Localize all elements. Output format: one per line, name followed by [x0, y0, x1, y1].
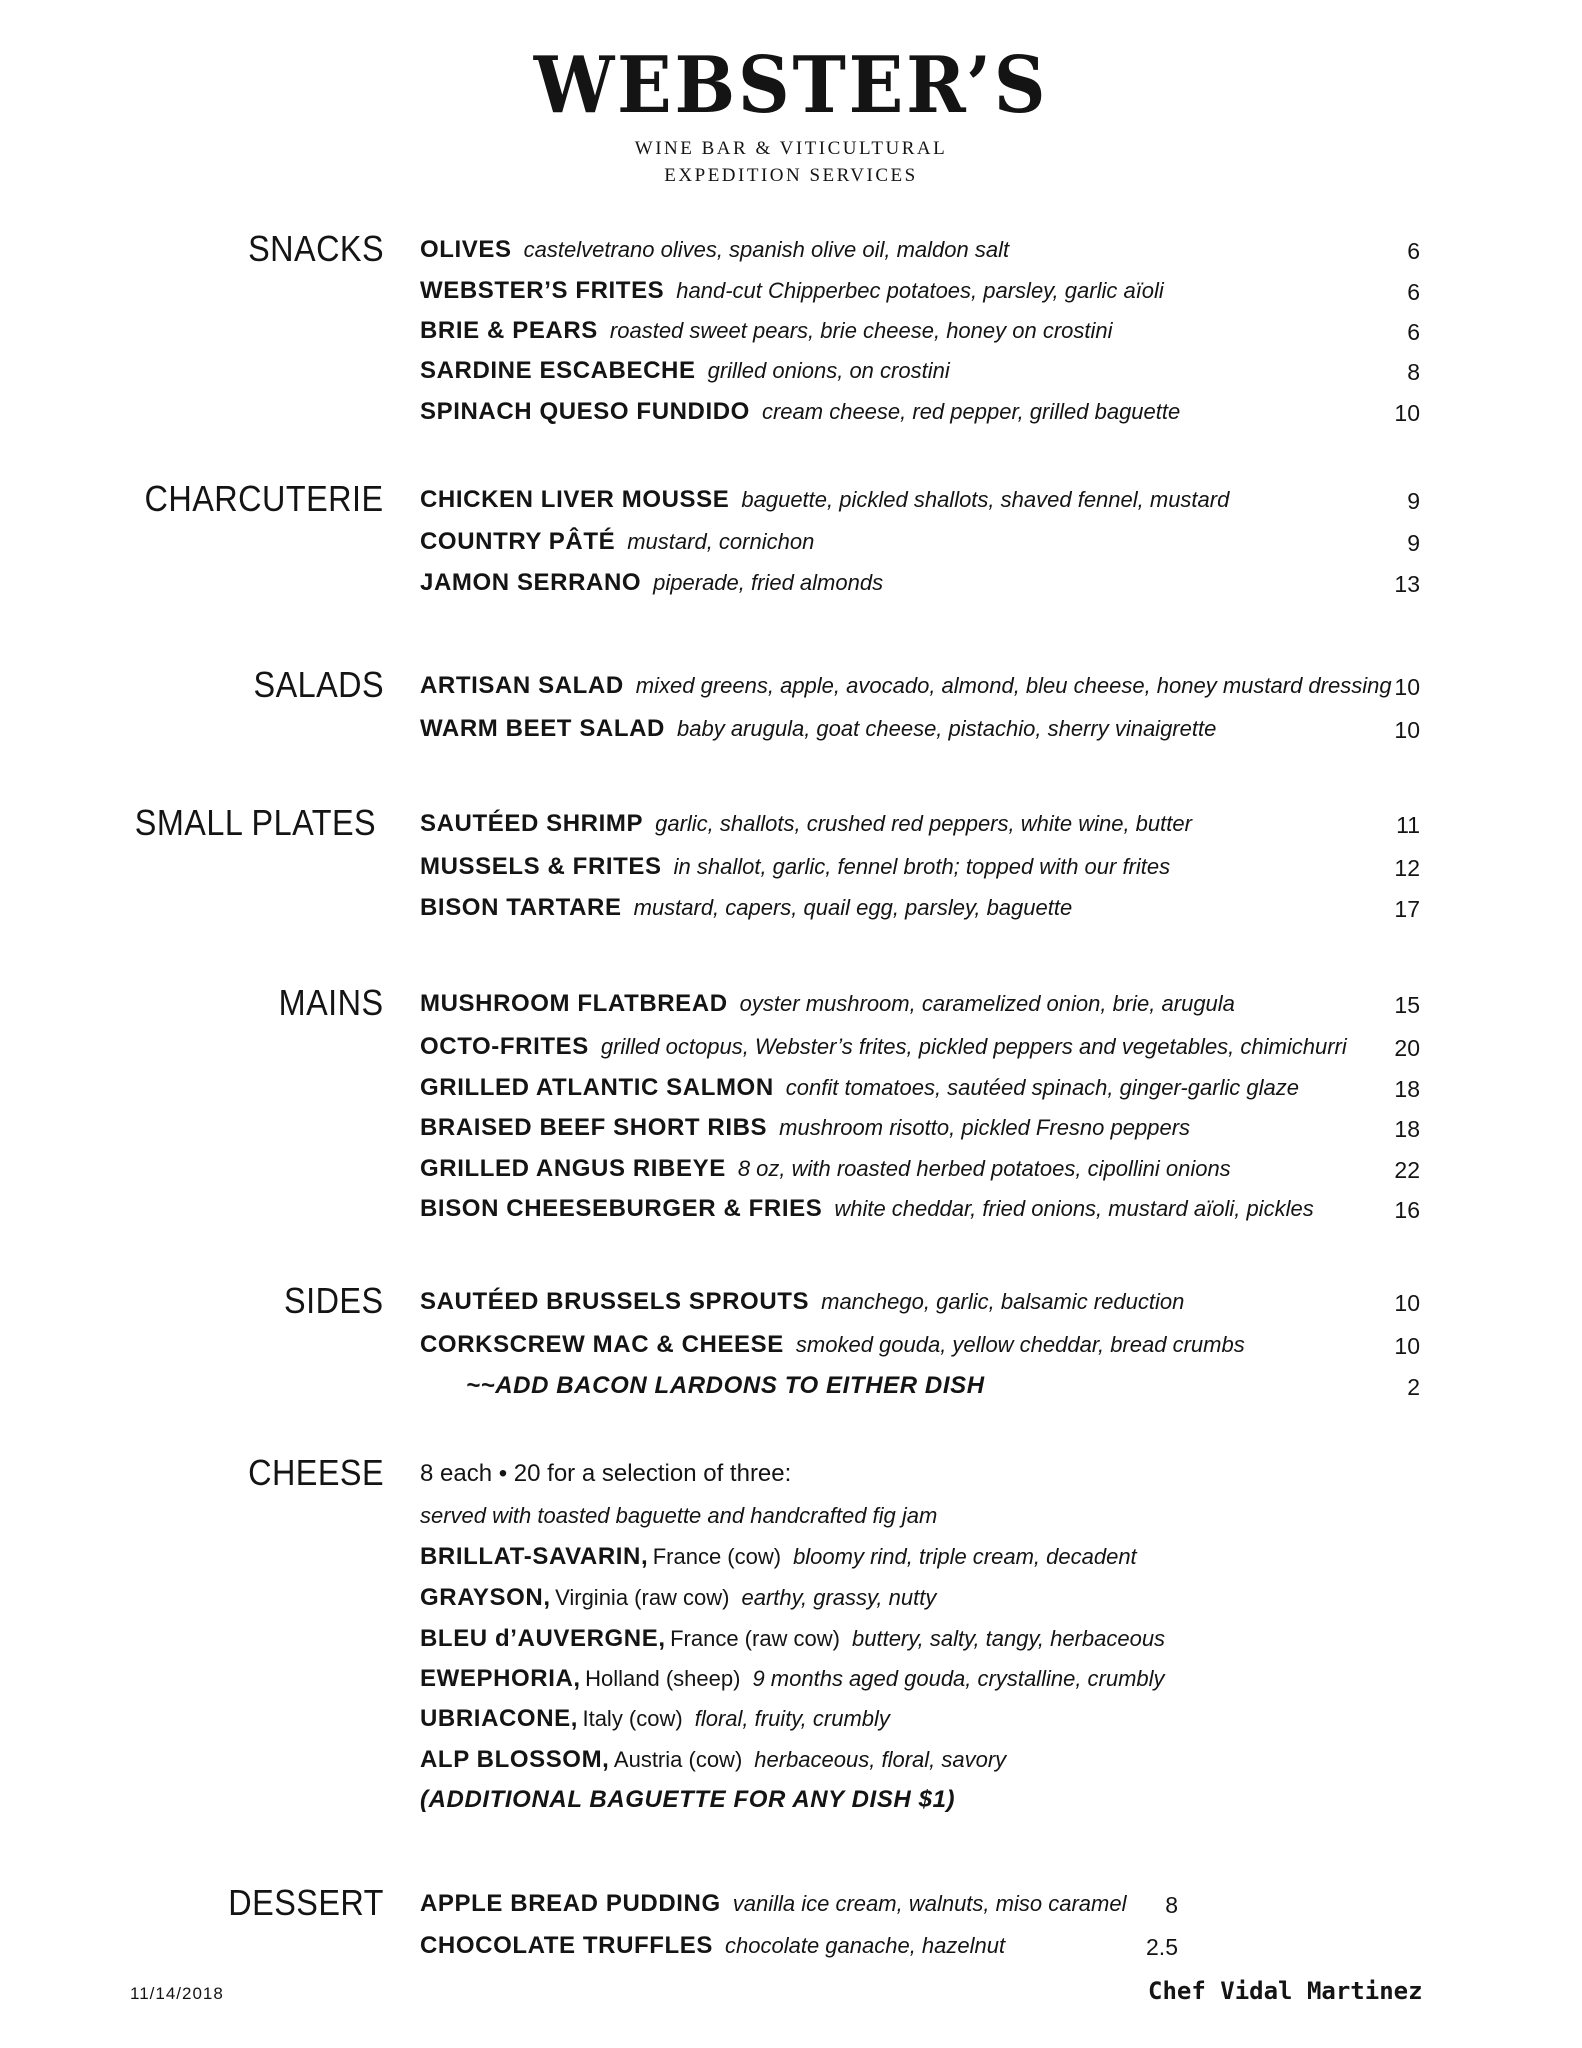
item-desc: mustard, capers, quail egg, parsley, baguette	[633, 895, 1073, 920]
item-name: BRAISED BEEF SHORT RIBS	[420, 1114, 768, 1141]
item-desc: in shallot, garlic, fennel broth; topped with our frites	[673, 854, 1171, 879]
item-price: 12	[1394, 855, 1420, 881]
cheese-name: EWEPHORIA,	[420, 1665, 581, 1692]
item-desc: grilled octopus, Webster’s frites, pickled peppers and vegetables, chimichurri	[600, 1034, 1347, 1059]
item-name: WARM BEET SALAD	[420, 715, 665, 742]
section-title-salads: SALADS	[253, 664, 384, 705]
menu-item	[420, 317, 1420, 347]
item-name: MUSHROOM FLATBREAD	[420, 990, 728, 1017]
cheese-served-with-text: served with toasted baguette and handcrafted fig jam	[420, 1503, 938, 1528]
item-price: 9	[1407, 488, 1420, 514]
cheese-item	[420, 1625, 1420, 1655]
item-desc: baguette, pickled shallots, shaved fennel, mustard	[741, 487, 1230, 512]
cheese-served-with	[420, 1503, 1420, 1533]
item-name: BISON TARTARE	[420, 894, 622, 921]
menu-item	[420, 853, 1420, 883]
cheese-desc: bloomy rind, triple cream, decadent	[793, 1544, 1137, 1569]
menu-item	[420, 810, 1420, 840]
brand-subtitle-line2: EXPEDITION SERVICES	[664, 165, 918, 186]
menu-item	[420, 277, 1420, 307]
section-title-charcuterie: CHARCUTERIE	[145, 478, 384, 519]
item-price: 22	[1394, 1157, 1420, 1183]
menu-item	[420, 1074, 1420, 1104]
item-price: 18	[1394, 1076, 1420, 1102]
cheese-item	[420, 1746, 1420, 1776]
cheese-note-text: (ADDITIONAL BAGUETTE FOR ANY DISH $1)	[420, 1786, 956, 1813]
item-name: SAUTÉED SHRIMP	[420, 810, 644, 837]
cheese-note	[420, 1786, 1420, 1816]
section-title-cheese: CHEESE	[248, 1452, 384, 1493]
menu-item	[420, 236, 1420, 266]
item-name: COUNTRY PÂTÉ	[420, 528, 616, 555]
cheese-desc: floral, fruity, crumbly	[694, 1706, 890, 1731]
cheese-name: UBRIACONE,	[420, 1705, 579, 1732]
item-price: 8	[1407, 359, 1420, 385]
menu-item	[420, 1195, 1420, 1225]
item-price: 10	[1394, 1333, 1420, 1359]
item-name: CORKSCREW MAC & CHEESE	[420, 1331, 784, 1358]
item-desc: baby arugula, goat cheese, pistachio, sherry vinaigrette	[677, 716, 1217, 741]
menu-item	[420, 528, 1420, 558]
item-desc: manchego, garlic, balsamic reduction	[821, 1289, 1185, 1314]
cheese-desc: 9 months aged gouda, crystalline, crumbly	[752, 1666, 1165, 1691]
item-name: WEBSTER’S FRITES	[420, 277, 665, 304]
cheese-name: BRILLAT-SAVARIN,	[420, 1543, 649, 1570]
item-price: 13	[1394, 571, 1420, 597]
cheese-name: GRAYSON,	[420, 1584, 551, 1611]
item-name: SARDINE ESCABECHE	[420, 357, 696, 384]
item-desc: cream cheese, red pepper, grilled baguette	[761, 399, 1181, 424]
menu-item	[420, 1155, 1420, 1185]
item-desc: vanilla ice cream, walnuts, miso caramel	[732, 1891, 1127, 1916]
cheese-origin: Holland (sheep)	[585, 1666, 741, 1691]
cheese-pricing-text: 8 each • 20 for a selection of three:	[420, 1460, 792, 1487]
cheese-desc: herbaceous, floral, savory	[754, 1747, 1007, 1772]
brand-subtitle-line1: WINE BAR & VITICULTURAL	[634, 138, 948, 159]
menu-item	[420, 990, 1420, 1020]
item-price: 10	[1394, 674, 1420, 700]
menu-item	[420, 1033, 1420, 1063]
cheese-item	[420, 1665, 1420, 1695]
item-price: 2.5	[1146, 1934, 1178, 1960]
menu-item	[420, 894, 1420, 924]
item-price: 10	[1394, 400, 1420, 426]
brand-name: WEBSTER’S	[533, 40, 1049, 131]
item-desc: castelvetrano olives, spanish olive oil, maldon salt	[523, 237, 1010, 262]
section-title-small-plates: SMALL PLATES	[134, 802, 376, 843]
item-name: OCTO-FRITES	[420, 1033, 589, 1060]
item-price: 15	[1394, 992, 1420, 1018]
item-desc: white cheddar, fried onions, mustard aïoli, pickles	[834, 1196, 1314, 1221]
section-title-snacks: SNACKS	[248, 228, 384, 269]
item-desc: oyster mushroom, caramelized onion, brie, arugula	[739, 991, 1235, 1016]
item-name: GRILLED ATLANTIC SALMON	[420, 1074, 774, 1101]
addon-text: ~~ADD BACON LARDONS TO EITHER DISH	[466, 1372, 985, 1399]
item-desc: smoked gouda, yellow cheddar, bread crumbs	[795, 1332, 1245, 1357]
item-desc: grilled onions, on crostini	[707, 358, 950, 383]
item-price: 8	[1165, 1892, 1178, 1918]
item-price: 6	[1407, 279, 1420, 305]
chef-name: Chef Vidal Martinez	[1148, 1977, 1423, 2005]
cheese-origin: Austria (cow)	[613, 1747, 743, 1772]
cheese-origin: Virginia (raw cow)	[555, 1585, 730, 1610]
item-desc: garlic, shallots, crushed red peppers, white wine, butter	[655, 811, 1192, 836]
cheese-pricing	[420, 1460, 1420, 1490]
item-desc: hand-cut Chipperbec potatoes, parsley, garlic aïoli	[676, 278, 1164, 303]
menu-item	[420, 398, 1420, 428]
item-desc: roasted sweet pears, brie cheese, honey on crostini	[609, 318, 1113, 343]
item-name: APPLE BREAD PUDDING	[420, 1890, 721, 1917]
item-price: 16	[1394, 1197, 1420, 1223]
item-name: GRILLED ANGUS RIBEYE	[420, 1155, 726, 1182]
cheese-item	[420, 1705, 1420, 1735]
cheese-origin: France (cow)	[652, 1544, 782, 1569]
cheese-name: BLEU d’AUVERGNE,	[420, 1625, 666, 1652]
item-desc: mixed greens, apple, avocado, almond, bleu cheese, honey mustard dressing	[635, 673, 1392, 698]
menu-item	[420, 1890, 1420, 1920]
menu-item	[420, 1331, 1420, 1361]
item-name: JAMON SERRANO	[420, 569, 642, 596]
item-desc: mustard, cornichon	[627, 529, 815, 554]
menu-item	[420, 357, 1420, 387]
item-desc: confit tomatoes, sautéed spinach, ginger-garlic glaze	[785, 1075, 1299, 1100]
addon-price: 2	[1407, 1374, 1420, 1400]
menu-item	[420, 715, 1420, 745]
item-name: MUSSELS & FRITES	[420, 853, 662, 880]
cheese-item	[420, 1543, 1420, 1573]
addon-row	[420, 1372, 1420, 1402]
item-desc: chocolate ganache, hazelnut	[725, 1933, 1006, 1958]
item-price: 10	[1394, 717, 1420, 743]
menu-date: 11/14/2018	[130, 1984, 224, 2003]
cheese-name: ALP BLOSSOM,	[420, 1746, 610, 1773]
item-name: OLIVES	[420, 236, 512, 263]
cheese-origin: France (raw cow)	[670, 1626, 840, 1651]
cheese-desc: buttery, salty, tangy, herbaceous	[852, 1626, 1166, 1651]
item-desc: mushroom risotto, pickled Fresno peppers	[779, 1115, 1191, 1140]
item-name: BRIE & PEARS	[420, 317, 598, 344]
section-title-sides: SIDES	[284, 1280, 384, 1321]
item-price: 6	[1407, 238, 1420, 264]
item-name: SPINACH QUESO FUNDIDO	[420, 398, 750, 425]
item-name: SAUTÉED BRUSSELS SPROUTS	[420, 1288, 810, 1315]
menu-item	[420, 1288, 1420, 1318]
item-price: 9	[1407, 530, 1420, 556]
item-name: BISON CHEESEBURGER & FRIES	[420, 1195, 823, 1222]
cheese-item	[420, 1584, 1420, 1614]
section-title-mains: MAINS	[279, 982, 384, 1023]
item-price: 6	[1407, 319, 1420, 345]
menu-item	[420, 569, 1420, 599]
menu-item	[420, 486, 1420, 516]
item-name: CHICKEN LIVER MOUSSE	[420, 486, 730, 513]
item-name: CHOCOLATE TRUFFLES	[420, 1932, 713, 1959]
item-desc: 8 oz, with roasted herbed potatoes, cipollini onions	[737, 1156, 1231, 1181]
menu-item	[420, 672, 1420, 702]
item-desc: piperade, fried almonds	[653, 570, 884, 595]
item-price: 17	[1394, 896, 1420, 922]
section-title-dessert: DESSERT	[228, 1882, 384, 1923]
menu-item	[420, 1932, 1420, 1962]
menu-item	[420, 1114, 1420, 1144]
item-price: 18	[1394, 1116, 1420, 1142]
item-price: 10	[1394, 1290, 1420, 1316]
item-name: ARTISAN SALAD	[420, 672, 624, 699]
item-price: 20	[1394, 1035, 1420, 1061]
cheese-origin: Italy (cow)	[582, 1706, 683, 1731]
cheese-desc: earthy, grassy, nutty	[741, 1585, 937, 1610]
item-price: 11	[1396, 812, 1420, 838]
